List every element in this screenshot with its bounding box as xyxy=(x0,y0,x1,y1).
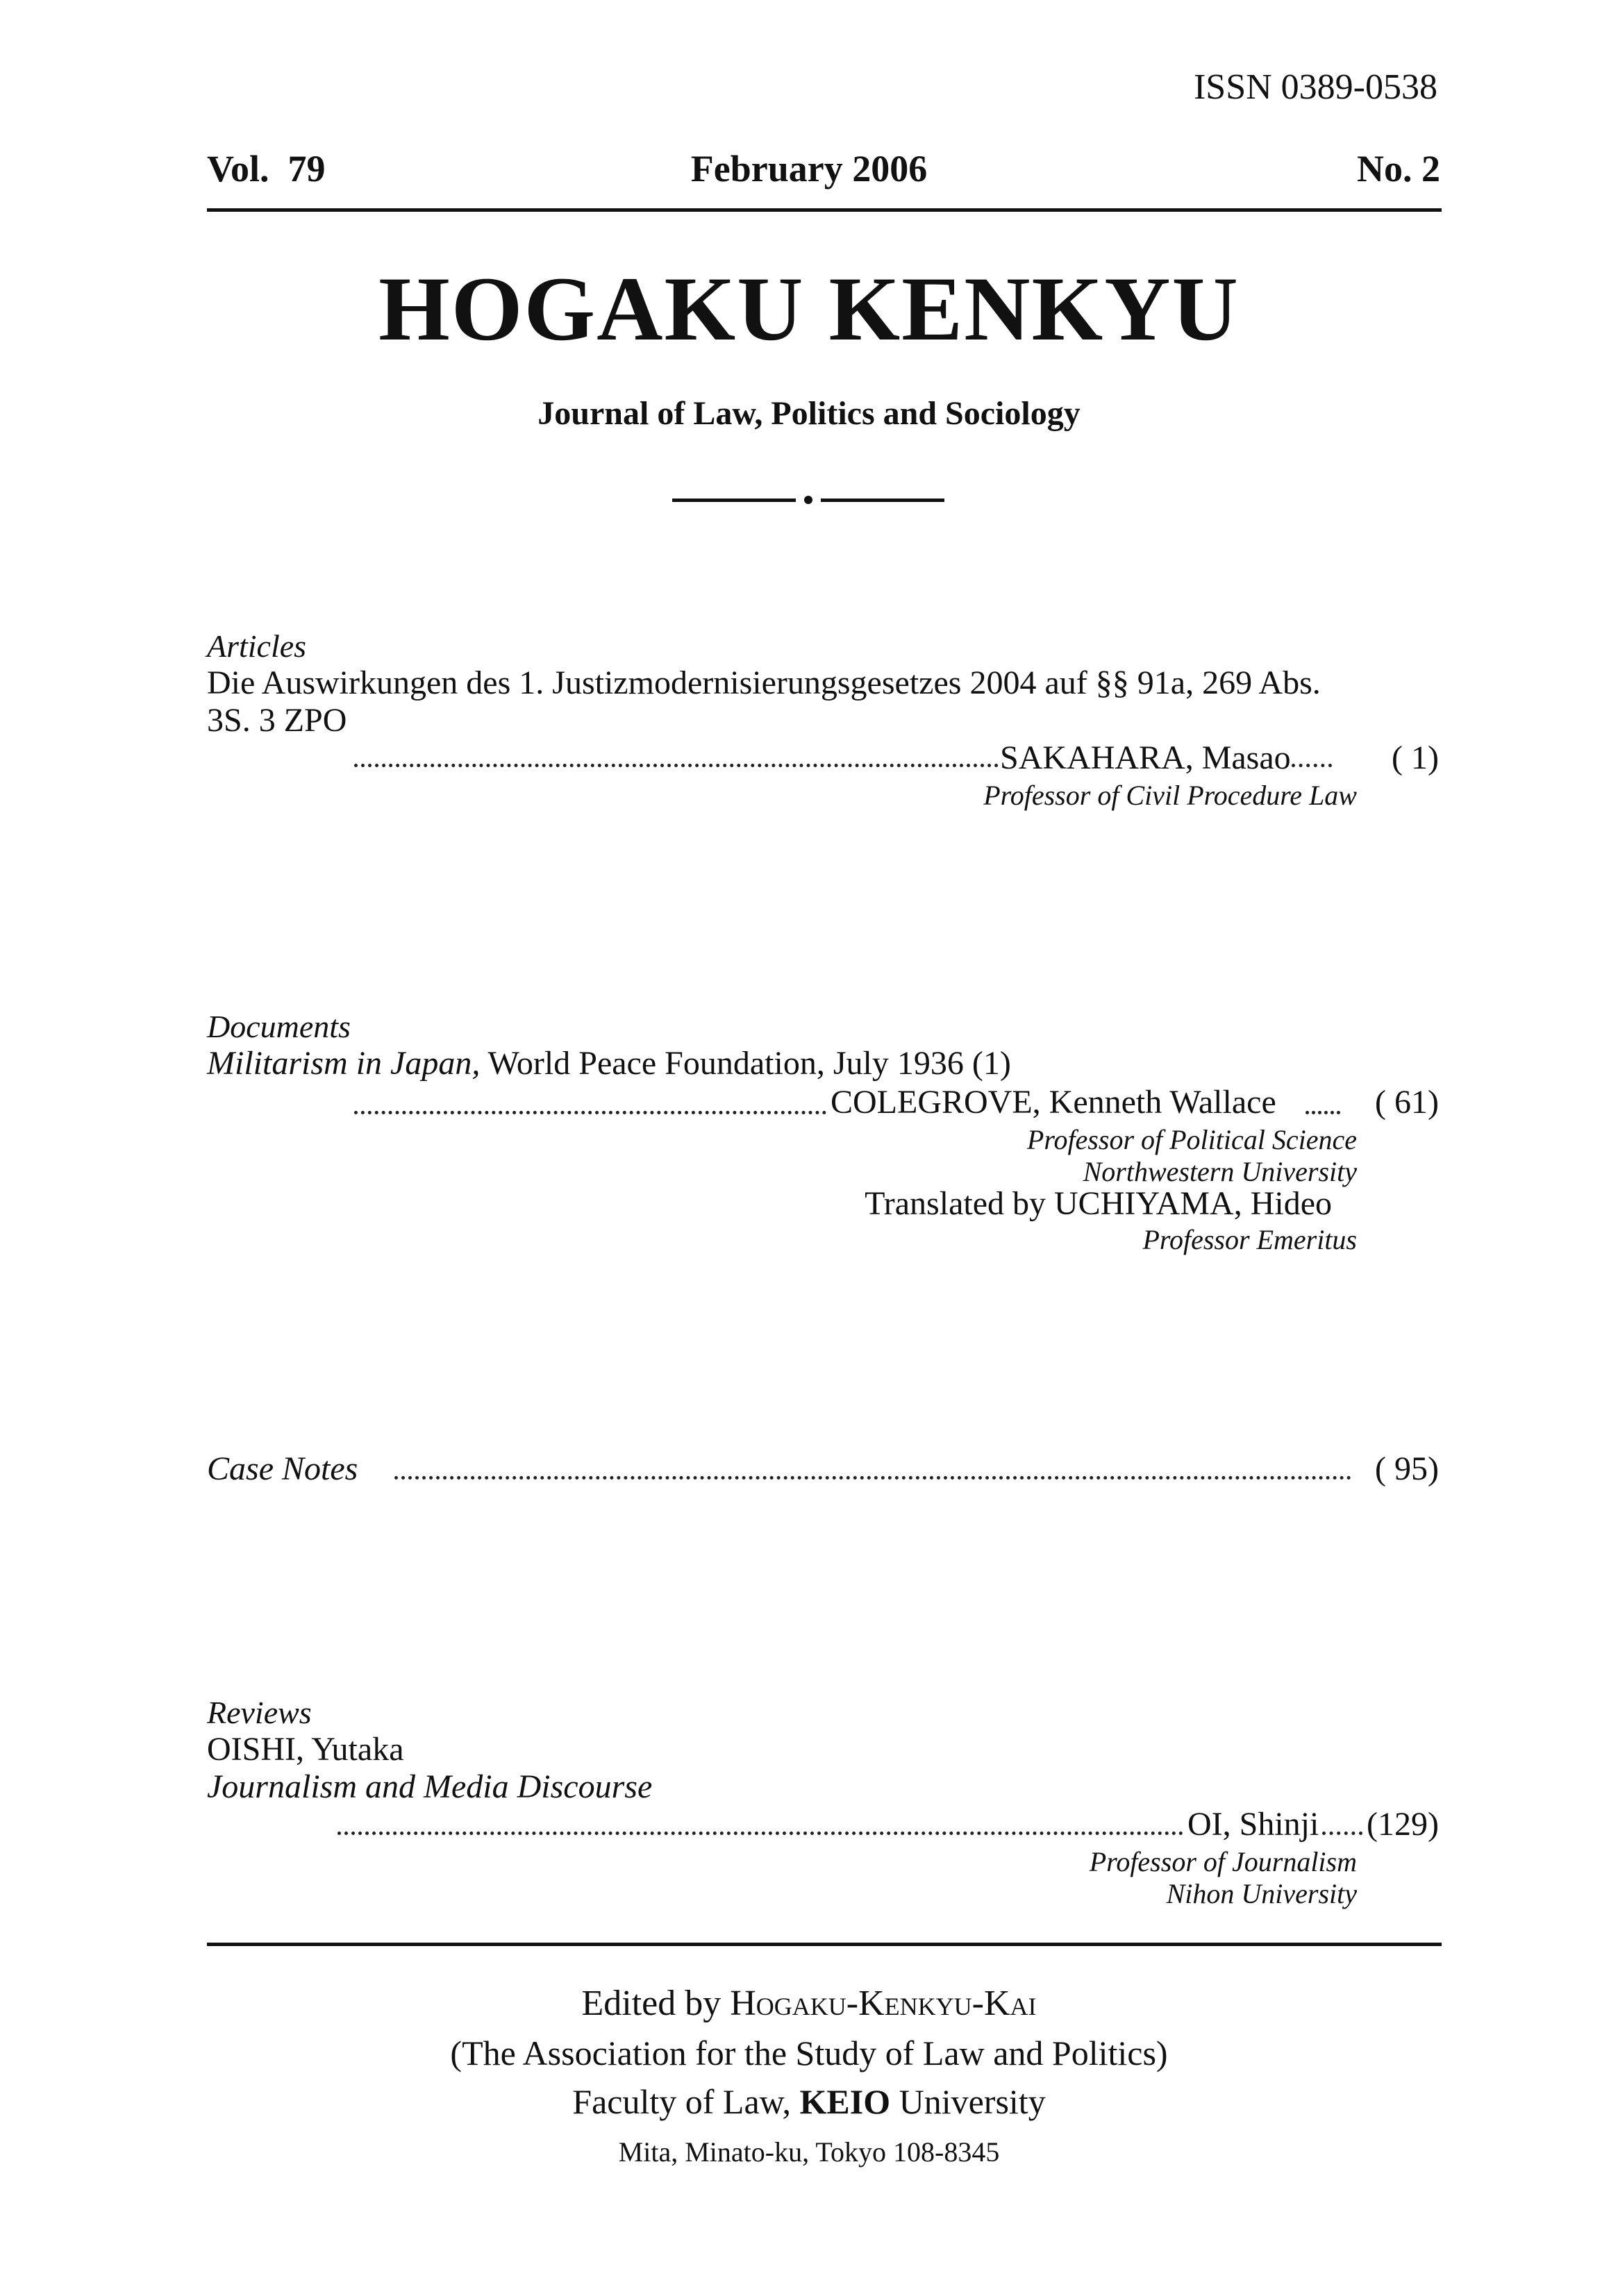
article-affiliation: Professor of Civil Procedure Law xyxy=(983,780,1357,811)
journal-title: HOGAKU KENKYU xyxy=(378,258,1240,360)
article-leader-dots xyxy=(354,764,999,767)
footer-editor-name: Hogaku-Kenkyu-Kai xyxy=(730,1984,1037,2023)
volume-label: Vol. 79 xyxy=(207,148,326,190)
footer-faculty-suffix: University xyxy=(890,2082,1046,2121)
review-book-author: OISHI, Yutaka xyxy=(207,1731,404,1768)
review-leader-dots xyxy=(337,1832,1183,1835)
footer-faculty xyxy=(0,2081,1618,2122)
document-translator: Translated by UCHIYAMA, Hideo xyxy=(865,1185,1332,1222)
document-author: COLEGROVE, Kenneth Wallace xyxy=(831,1084,1276,1121)
reviews-heading: Reviews xyxy=(207,1695,312,1730)
issue-date: February 2006 xyxy=(690,148,928,190)
article-title-line2: 3S. 3 ZPO xyxy=(207,702,347,739)
document-leader-dots xyxy=(354,1111,826,1114)
article-title-line1: Die Auswirkungen des 1. Justizmodernisierungsgesetzes 2004 auf §§ 91a, 269 Abs. xyxy=(207,664,1321,701)
case-notes-leader-dots xyxy=(394,1476,1351,1480)
footer-address: Mita, Minato-ku, Tokyo 108-8345 xyxy=(618,2136,1000,2168)
review-reviewer: OI, Shinji xyxy=(1187,1806,1319,1843)
article-author: SAKAHARA, Masao xyxy=(1000,739,1291,776)
document-affiliation-title: Professor of Political Science xyxy=(1026,1124,1357,1155)
case-notes-heading: Case Notes xyxy=(207,1450,358,1487)
documents-heading: Documents xyxy=(207,1009,351,1044)
review-book-title: Journalism and Media Discourse xyxy=(207,1768,653,1805)
footer-association: (The Association for the Study of Law and Politics) xyxy=(450,2034,1168,2072)
document-page: ( 61) xyxy=(1375,1084,1439,1121)
document-title-rest: World Peace Foundation, July 1936 (1) xyxy=(480,1045,1011,1082)
article-page: ( 1) xyxy=(1392,739,1439,776)
footer-faculty-prefix: Faculty of Law, xyxy=(572,2082,800,2121)
footer-keio: KEIO xyxy=(799,2082,891,2121)
document-author-dots xyxy=(1306,1111,1340,1114)
review-affiliation-title: Professor of Journalism xyxy=(1089,1846,1357,1877)
review-page: (129) xyxy=(1367,1806,1439,1843)
footer-rule xyxy=(207,1943,1442,1946)
document-title xyxy=(207,1044,1011,1082)
title-ornament xyxy=(672,493,950,507)
review-reviewer-dots xyxy=(1322,1832,1362,1835)
review-affiliation-university: Nihon University xyxy=(1166,1878,1357,1909)
journal-subtitle: Journal of Law, Politics and Sociology xyxy=(537,395,1081,432)
document-translator-affiliation: Professor Emeritus xyxy=(1142,1224,1357,1255)
article-author-dots xyxy=(1292,764,1332,767)
issue-number: No. 2 xyxy=(1357,148,1440,190)
case-notes-page: ( 95) xyxy=(1375,1450,1439,1487)
header-rule xyxy=(207,208,1442,212)
issn-label: ISSN 0389-0538 xyxy=(1193,67,1437,107)
footer-edited-by xyxy=(0,1983,1618,2024)
articles-heading: Articles xyxy=(207,628,307,664)
document-affiliation-university: Northwestern University xyxy=(1083,1156,1357,1187)
document-title-italic: Militarism in Japan, xyxy=(207,1045,481,1082)
footer-edited-by-prefix: Edited by xyxy=(581,1984,731,2023)
